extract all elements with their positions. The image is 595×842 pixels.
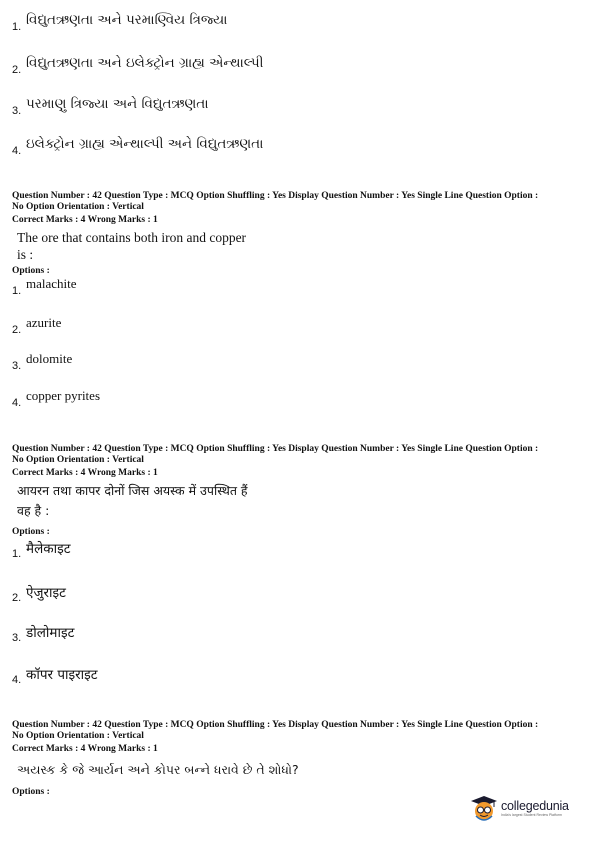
question-text xyxy=(17,481,337,521)
option-number: 1. xyxy=(12,21,22,33)
question-line: The ore that contains both iron and copper xyxy=(17,230,247,245)
option-text: વિદ્યુતઋણતા અને પરમાણ્વિય ત્રિજ્યા xyxy=(26,12,228,28)
option-text: પરમાણુ ત્રિજ્યા અને વિદ્યુતઋણતા xyxy=(26,96,209,112)
option-1 xyxy=(12,12,227,33)
option-4 xyxy=(12,388,100,409)
meta-line: No Option Orientation : Vertical xyxy=(12,201,144,212)
option-4 xyxy=(12,665,98,686)
option-text: વિદ્યુતઋણતા અને ઇલેક્ટ્રોન ગ્રાહ્ય એન્થાલ્પી xyxy=(26,55,264,71)
option-text: dolomite xyxy=(26,351,73,366)
question-line: आयरन तथा कापर दोनों जिस अयस्क में उपस्थित हैं xyxy=(17,483,248,498)
option-number: 4. xyxy=(12,674,22,686)
question-meta xyxy=(12,191,587,212)
question-text xyxy=(17,760,377,780)
meta-line: Question Number : 42 Question Type : MCQ Option Shuffling : Yes Display Question Number : Yes Single Line Question Option : xyxy=(12,191,539,201)
option-2 xyxy=(12,583,66,604)
option-text: azurite xyxy=(26,315,62,330)
option-2 xyxy=(12,315,61,336)
option-number: 3. xyxy=(12,105,22,117)
option-4 xyxy=(12,136,263,157)
option-number: 3. xyxy=(12,360,22,372)
meta-line: Question Number : 42 Question Type : MCQ Option Shuffling : Yes Display Question Number : Yes Single Line Question Option : xyxy=(12,444,539,454)
option-3 xyxy=(12,623,74,644)
marks-line: Correct Marks : 4 Wrong Marks : 1 xyxy=(12,744,158,754)
logo-tagline: India's largest Student Review Platform xyxy=(501,813,562,817)
marks-line: Correct Marks : 4 Wrong Marks : 1 xyxy=(12,215,158,225)
option-text: मैलेकाइट xyxy=(26,541,71,557)
option-2 xyxy=(12,55,263,76)
option-number: 2. xyxy=(12,324,22,336)
question-text xyxy=(17,229,317,263)
option-number: 4. xyxy=(12,145,22,157)
option-text: कॉपर पाइराइट xyxy=(26,667,98,683)
option-text: ऐजुराइट xyxy=(26,585,66,601)
option-number: 2. xyxy=(12,64,22,76)
option-number: 1. xyxy=(12,548,22,560)
option-1 xyxy=(12,276,77,297)
options-label: Options : xyxy=(12,266,50,276)
option-text: ઇલેક્ટ્રોન ગ્રાહ્ય એન્થાલ્પી અને વિદ્યુતઋણતા xyxy=(26,136,264,152)
question-line: is : xyxy=(17,247,34,262)
option-3 xyxy=(12,351,72,372)
option-text: डोलोमाइट xyxy=(26,625,75,641)
question-meta xyxy=(12,720,587,741)
meta-line: No Option Orientation : Vertical xyxy=(12,730,144,741)
option-number: 3. xyxy=(12,632,22,644)
question-line: वह है : xyxy=(17,503,50,518)
question-meta xyxy=(12,444,587,465)
logo-words xyxy=(501,799,569,817)
logo-name: collegedunia xyxy=(501,799,569,813)
options-label: Options : xyxy=(12,787,50,797)
option-number: 2. xyxy=(12,592,22,604)
meta-line: Question Number : 42 Question Type : MCQ Option Shuffling : Yes Display Question Number : Yes Single Line Question Option : xyxy=(12,720,539,730)
option-1 xyxy=(12,539,71,560)
option-text: malachite xyxy=(26,276,77,291)
option-number: 1. xyxy=(12,285,22,297)
graduate-face-icon xyxy=(470,794,498,822)
collegedunia-logo xyxy=(470,791,588,825)
option-3 xyxy=(12,96,209,117)
option-number: 4. xyxy=(12,397,22,409)
marks-line: Correct Marks : 4 Wrong Marks : 1 xyxy=(12,468,158,478)
meta-line: No Option Orientation : Vertical xyxy=(12,454,144,465)
option-text: copper pyrites xyxy=(26,388,101,403)
options-label: Options : xyxy=(12,527,50,537)
question-line: અયસ્ક કે જે આર્યન અને કોપર બન્ને ધરાવે છે તે શોધો? xyxy=(17,762,299,777)
